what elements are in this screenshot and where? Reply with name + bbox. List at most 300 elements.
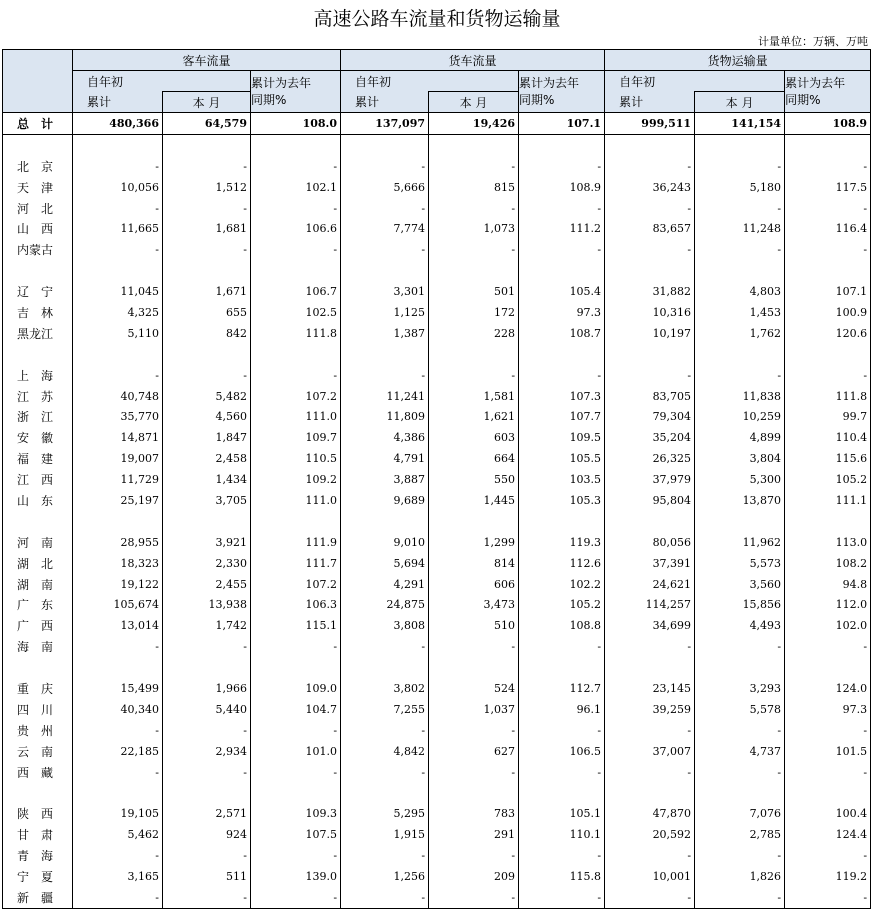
value-cell: 83,705 [605,386,695,407]
value-cell: - [341,720,429,741]
value-cell: 26,325 [605,448,695,469]
region-name: 福 建 [3,448,73,469]
table-row [3,615,871,636]
value-cell: 37,007 [605,741,695,762]
value-cell [163,344,251,365]
spacer-row [3,657,871,678]
value-cell: - [519,845,605,866]
table-row [3,302,871,323]
value-cell: 97.3 [519,302,605,323]
value-cell: - [429,198,519,219]
value-cell: 101.0 [251,741,341,762]
value-cell: 4,842 [341,741,429,762]
value-cell: 11,045 [73,281,163,302]
value-cell: 111.8 [785,386,871,407]
value-cell: 96.1 [519,699,605,720]
value-cell: 112.0 [785,594,871,615]
value-cell: 23,145 [605,678,695,699]
value-cell: 480,366 [73,113,163,135]
value-cell: 108.7 [519,323,605,344]
value-cell: 1,073 [429,218,519,239]
value-cell: 19,122 [73,574,163,595]
table-row [3,177,871,198]
value-cell: 10,056 [73,177,163,198]
value-cell: 37,391 [605,553,695,574]
value-cell: - [73,845,163,866]
value-cell: - [251,720,341,741]
value-cell: 124.0 [785,678,871,699]
value-cell: 5,295 [341,803,429,824]
value-cell: 11,838 [695,386,785,407]
value-cell: - [163,198,251,219]
value-cell: 110.5 [251,448,341,469]
value-cell [429,657,519,678]
value-cell: 116.4 [785,218,871,239]
value-cell: - [163,365,251,386]
value-cell: 5,300 [695,469,785,490]
value-cell: 102.1 [251,177,341,198]
cumulative-header: 累计 [341,92,429,113]
region-name [3,344,73,365]
value-cell: 1,445 [429,490,519,511]
value-cell: - [73,887,163,908]
value-cell [605,260,695,281]
region-name: 四 川 [3,699,73,720]
region-name: 山 西 [3,218,73,239]
value-cell: - [785,762,871,783]
value-cell: 1,256 [341,866,429,887]
pct-header: 累计为去年 同期% [519,71,605,113]
group-header-passenger: 客车流量 [73,50,341,71]
value-cell: 2,571 [163,803,251,824]
table-row [3,490,871,511]
value-cell: 105.2 [519,594,605,615]
value-cell: - [429,762,519,783]
spacer-row [3,511,871,532]
value-cell: 137,097 [341,113,429,135]
table-row [3,574,871,595]
value-cell: - [429,845,519,866]
value-cell [163,657,251,678]
value-cell: 511 [163,866,251,887]
value-cell: - [251,636,341,657]
region-name: 宁 夏 [3,866,73,887]
value-cell: 10,001 [605,866,695,887]
value-cell: - [695,365,785,386]
value-cell: 107.5 [251,824,341,845]
value-cell: 655 [163,302,251,323]
region-name: 浙 江 [3,406,73,427]
value-cell: 107.2 [251,386,341,407]
value-cell: 3,165 [73,866,163,887]
value-cell: 106.7 [251,281,341,302]
value-cell [251,657,341,678]
value-cell [341,511,429,532]
value-cell: - [73,636,163,657]
value-cell: 110.4 [785,427,871,448]
value-cell: 606 [429,574,519,595]
ytd-header: 自年初 [73,71,251,92]
value-cell: 31,882 [605,281,695,302]
value-cell: 2,330 [163,553,251,574]
value-cell [341,344,429,365]
value-cell: 1,387 [341,323,429,344]
value-cell: 22,185 [73,741,163,762]
value-cell: 501 [429,281,519,302]
value-cell [251,134,341,155]
table-row [3,532,871,553]
region-name: 上 海 [3,365,73,386]
value-cell: 109.3 [251,803,341,824]
value-cell [519,134,605,155]
value-cell: 842 [163,323,251,344]
value-cell [429,783,519,804]
value-cell: - [429,239,519,260]
value-cell: - [519,720,605,741]
value-cell: 139.0 [251,866,341,887]
table-row [3,469,871,490]
value-cell: 104.7 [251,699,341,720]
value-cell: 114,257 [605,594,695,615]
value-cell: 107.7 [519,406,605,427]
table-row [3,678,871,699]
value-cell: 124.4 [785,824,871,845]
value-cell: 1,826 [695,866,785,887]
region-name: 辽 宁 [3,281,73,302]
value-cell: 11,729 [73,469,163,490]
value-cell: - [429,887,519,908]
value-cell: - [519,156,605,177]
value-cell: 9,689 [341,490,429,511]
value-cell: 4,560 [163,406,251,427]
value-cell: 291 [429,824,519,845]
value-cell: 14,871 [73,427,163,448]
value-cell [341,260,429,281]
table-row [3,762,871,783]
value-cell [251,511,341,532]
value-cell [429,134,519,155]
value-cell: 108.9 [785,113,871,135]
value-cell: 9,010 [341,532,429,553]
table-row [3,448,871,469]
value-cell: 120.6 [785,323,871,344]
value-cell: 109.0 [251,678,341,699]
value-cell: 10,259 [695,406,785,427]
value-cell: - [695,156,785,177]
value-cell [785,783,871,804]
value-cell [429,260,519,281]
value-cell: 36,243 [605,177,695,198]
value-cell [341,783,429,804]
value-cell: - [519,887,605,908]
value-cell: - [785,636,871,657]
region-name: 广 东 [3,594,73,615]
value-cell: 19,007 [73,448,163,469]
value-cell: - [695,845,785,866]
region-name: 山 东 [3,490,73,511]
value-cell [605,783,695,804]
value-cell: 110.1 [519,824,605,845]
table-row [3,198,871,219]
value-cell: 111.7 [251,553,341,574]
value-cell [163,260,251,281]
value-cell: 35,770 [73,406,163,427]
value-cell: 107.3 [519,386,605,407]
table-row [3,281,871,302]
value-cell: - [251,198,341,219]
value-cell: 5,578 [695,699,785,720]
value-cell: 1,299 [429,532,519,553]
value-cell: - [605,636,695,657]
value-cell: 3,802 [341,678,429,699]
value-cell: 108.8 [519,615,605,636]
value-cell: - [519,198,605,219]
value-cell: 20,592 [605,824,695,845]
value-cell [163,134,251,155]
value-cell: 101.5 [785,741,871,762]
table-row [3,218,871,239]
region-name: 西 藏 [3,762,73,783]
value-cell: - [163,636,251,657]
value-cell: - [73,239,163,260]
value-cell: 4,899 [695,427,785,448]
table-row [3,720,871,741]
region-name: 江 西 [3,469,73,490]
value-cell: 111.8 [251,323,341,344]
value-cell: 228 [429,323,519,344]
value-cell: - [605,887,695,908]
value-cell: 79,304 [605,406,695,427]
value-cell: 109.7 [251,427,341,448]
value-cell: 111.9 [251,532,341,553]
value-cell: - [251,365,341,386]
value-cell: 37,979 [605,469,695,490]
value-cell [605,511,695,532]
value-cell [73,344,163,365]
region-name: 云 南 [3,741,73,762]
value-cell: 13,870 [695,490,785,511]
value-cell: - [251,156,341,177]
region-name: 青 海 [3,845,73,866]
value-cell: 627 [429,741,519,762]
table-row [3,845,871,866]
value-cell: 4,791 [341,448,429,469]
table-row [3,406,871,427]
value-cell: 102.5 [251,302,341,323]
region-name: 总 计 [3,113,73,135]
value-cell: 107.1 [519,113,605,135]
value-cell: 5,694 [341,553,429,574]
cumulative-header: 累计 [605,92,695,113]
value-cell: 103.5 [519,469,605,490]
month-header: 本 月 [429,92,519,113]
value-cell: 111.0 [251,406,341,427]
value-cell: 40,748 [73,386,163,407]
value-cell: 64,579 [163,113,251,135]
value-cell [251,260,341,281]
value-cell [785,511,871,532]
table-body [3,113,871,909]
table-row [3,866,871,887]
value-cell [695,134,785,155]
group-header-truck: 货车流量 [341,50,605,71]
value-cell: - [605,365,695,386]
unit-label: 计量单位：万辆、万吨 [758,35,868,48]
value-cell: 112.6 [519,553,605,574]
value-cell: 95,804 [605,490,695,511]
region-name: 江 苏 [3,386,73,407]
value-cell: 5,440 [163,699,251,720]
value-cell: 106.3 [251,594,341,615]
value-cell: 1,453 [695,302,785,323]
region-name: 广 西 [3,615,73,636]
value-cell: 5,666 [341,177,429,198]
region-name: 吉 林 [3,302,73,323]
value-cell: 13,938 [163,594,251,615]
value-cell: - [605,198,695,219]
region-name: 湖 南 [3,574,73,595]
value-cell: - [163,720,251,741]
value-cell: 108.2 [785,553,871,574]
value-cell: 1,037 [429,699,519,720]
value-cell: - [341,887,429,908]
value-cell: 7,255 [341,699,429,720]
page-title: 高速公路车流量和货物运输量 [313,8,561,30]
value-cell [73,657,163,678]
value-cell: 18,323 [73,553,163,574]
value-cell: - [429,156,519,177]
value-cell: 109.2 [251,469,341,490]
cumulative-header: 累计 [73,92,163,113]
value-cell [73,134,163,155]
value-cell: - [341,845,429,866]
spacer-row [3,260,871,281]
value-cell: 7,076 [695,803,785,824]
value-cell [695,783,785,804]
value-cell: - [519,365,605,386]
value-cell: - [429,720,519,741]
value-cell [341,657,429,678]
value-cell: 111.1 [785,490,871,511]
value-cell: 11,248 [695,218,785,239]
value-cell: 35,204 [605,427,695,448]
value-cell: 2,458 [163,448,251,469]
value-cell: - [73,365,163,386]
value-cell: 5,573 [695,553,785,574]
value-cell: 2,455 [163,574,251,595]
value-cell: - [251,239,341,260]
value-cell: 111.2 [519,218,605,239]
value-cell [73,783,163,804]
value-cell [519,260,605,281]
value-cell: 924 [163,824,251,845]
value-cell [73,511,163,532]
value-cell: 664 [429,448,519,469]
value-cell: 24,875 [341,594,429,615]
value-cell: 11,241 [341,386,429,407]
value-cell: - [695,198,785,219]
region-name: 湖 北 [3,553,73,574]
value-cell: - [163,845,251,866]
value-cell: 1,671 [163,281,251,302]
value-cell: 105.1 [519,803,605,824]
value-cell: 4,493 [695,615,785,636]
region-name: 贵 州 [3,720,73,741]
value-cell: 1,915 [341,824,429,845]
value-cell: 105.4 [519,281,605,302]
value-cell: 783 [429,803,519,824]
value-cell: 4,325 [73,302,163,323]
value-cell: 141,154 [695,113,785,135]
ytd-header: 自年初 [605,71,785,92]
region-name: 新 疆 [3,887,73,908]
value-cell: - [605,845,695,866]
value-cell: - [695,636,785,657]
value-cell: - [605,156,695,177]
value-cell [251,783,341,804]
value-cell: 105,674 [73,594,163,615]
value-cell: 117.5 [785,177,871,198]
value-cell: 107.1 [785,281,871,302]
value-cell: 19,105 [73,803,163,824]
value-cell: - [785,365,871,386]
ytd-header: 自年初 [341,71,519,92]
value-cell: 999,511 [605,113,695,135]
value-cell: 24,621 [605,574,695,595]
table-row [3,365,871,386]
value-cell [695,657,785,678]
value-cell: 111.0 [251,490,341,511]
value-cell [163,783,251,804]
value-cell [605,134,695,155]
value-cell: 524 [429,678,519,699]
value-cell: 100.9 [785,302,871,323]
value-cell: 2,785 [695,824,785,845]
value-cell [785,344,871,365]
value-cell [785,657,871,678]
value-cell: 3,804 [695,448,785,469]
value-cell: 108.0 [251,113,341,135]
value-cell [605,344,695,365]
value-cell: 106.5 [519,741,605,762]
value-cell: 3,560 [695,574,785,595]
value-cell: 97.3 [785,699,871,720]
value-cell: - [785,720,871,741]
table-row [3,699,871,720]
value-cell [519,344,605,365]
value-cell: - [163,762,251,783]
value-cell: 105.5 [519,448,605,469]
value-cell: - [605,239,695,260]
table-row [3,156,871,177]
spacer-row [3,783,871,804]
group-header-freight: 货物运输量 [605,50,871,71]
value-cell: 3,887 [341,469,429,490]
region-name: 天 津 [3,177,73,198]
value-cell [785,260,871,281]
value-cell [519,657,605,678]
value-cell: 109.5 [519,427,605,448]
value-cell: 34,699 [605,615,695,636]
value-cell: 1,125 [341,302,429,323]
value-cell: - [341,239,429,260]
header-region-cell [3,50,73,113]
value-cell: 1,742 [163,615,251,636]
value-cell: 28,955 [73,532,163,553]
value-cell: 172 [429,302,519,323]
value-cell: 115.1 [251,615,341,636]
value-cell: 19,426 [429,113,519,135]
